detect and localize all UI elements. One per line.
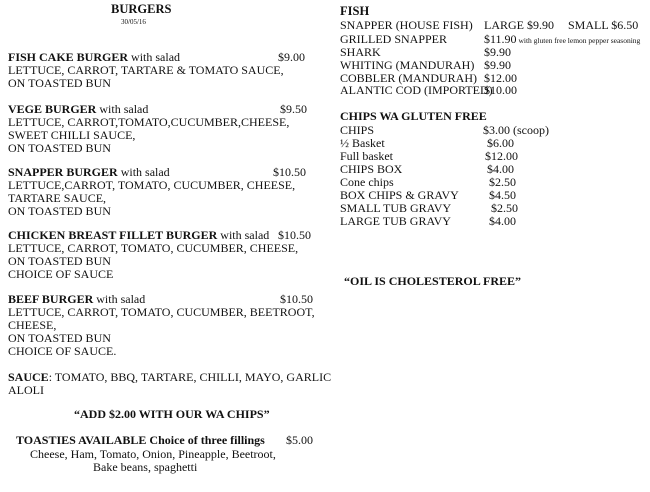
toasties-fillings-cont: Bake beans, spaghetti <box>93 460 198 474</box>
fish-price: $9.90 <box>484 45 511 59</box>
burger-desc-line: CHEESE, <box>8 318 57 332</box>
burger-desc-line: LETTUCE, CARROT, TOMATO, CUCUMBER, BEETROOT, <box>8 305 315 319</box>
chips-price: $3.00 (scoop) <box>483 123 549 137</box>
fish-price-small: SMALL $6.50 <box>568 18 639 32</box>
burger-note: with salad <box>96 102 149 116</box>
sauce-options <box>8 370 332 397</box>
chips-price: $12.00 <box>485 149 518 163</box>
sauce-list: : TOMATO, BBQ, TARTARE, CHILLI, MAYO, GARLIC <box>48 370 332 384</box>
chips-name: CHIPS <box>340 123 375 137</box>
chips-name: Cone chips <box>340 175 394 189</box>
burger-name: BEEF BURGER <box>8 292 94 306</box>
burgers-title: BURGERS <box>111 2 172 16</box>
burger-desc-line: CHOICE OF SAUCE <box>8 267 114 281</box>
fish-name: SHARK <box>340 45 381 59</box>
burger-desc-line: ON TOASTED BUN <box>8 331 111 345</box>
burger-item-snapper <box>8 166 308 218</box>
toasties-price: $5.00 <box>286 433 313 447</box>
burger-note: with salad <box>128 50 181 64</box>
burger-name: SNAPPER BURGER <box>8 165 118 179</box>
burger-price: $10.50 <box>280 292 313 306</box>
fish-name: COBBLER (MANDURAH) <box>340 71 478 85</box>
fish-price: $9.90 <box>484 58 511 72</box>
burger-desc-line: CHOICE OF SAUCE. <box>8 344 117 358</box>
burger-price: $9.50 <box>280 102 307 116</box>
burger-desc-line: LETTUCE, CARROT, TOMATO, CUCUMBER, CHEESE, <box>8 241 299 255</box>
burger-price: $9.00 <box>278 50 305 64</box>
chips-price: $2.50 <box>489 175 516 189</box>
chips-title: CHIPS WA GLUTEN FREE <box>340 109 487 123</box>
burger-desc-line: ON TOASTED BUN <box>8 76 111 90</box>
chips-name: BOX CHIPS & GRAVY <box>340 188 459 202</box>
chips-promo: “ADD $2.00 WITH OUR WA CHIPS” <box>74 407 270 421</box>
chips-name: ½ Basket <box>340 136 385 150</box>
burger-item-fish-cake <box>8 51 308 90</box>
burger-note: with salad <box>117 165 170 179</box>
oil-note: “OIL IS CHOLESTEROL FREE” <box>344 274 522 288</box>
fish-name: GRILLED SNAPPER <box>340 32 448 46</box>
fish-title: FISH <box>340 4 370 18</box>
fish-price: $12.00 <box>484 71 517 85</box>
chips-price: $4.00 <box>489 214 516 228</box>
burger-item-vege <box>8 103 308 155</box>
fish-note: with gluten free lemon pepper seasoning <box>516 36 641 45</box>
burger-name: VEGE BURGER <box>8 102 97 116</box>
chips-name: Full basket <box>340 149 393 163</box>
burger-note: with salad <box>217 228 270 242</box>
burger-desc-line: LETTUCE,CARROT, TOMATO, CUCUMBER, CHEESE, <box>8 178 296 192</box>
burger-desc-line: ON TOASTED BUN <box>8 254 111 268</box>
sauce-label: SAUCE <box>8 370 49 384</box>
chips-price: $4.50 <box>489 188 516 202</box>
fish-price: $10.00 <box>484 83 517 97</box>
burger-name: FISH CAKE BURGER <box>8 50 129 64</box>
burger-desc-line: LETTUCE, CARROT,TOMATO,CUCUMBER,CHEESE, <box>8 115 290 129</box>
burger-name: CHICKEN BREAST FILLET BURGER <box>8 228 218 242</box>
chips-price: $6.00 <box>487 136 514 150</box>
burger-price: $10.50 <box>278 228 311 242</box>
burger-note: with salad <box>93 292 146 306</box>
burger-desc-line: SWEET CHILLI SAUCE, <box>8 128 136 142</box>
burger-desc-line: ON TOASTED BUN <box>8 204 111 218</box>
burger-item-chicken <box>8 229 308 281</box>
burger-price: $10.50 <box>273 165 306 179</box>
burger-desc-line: TARTARE SAUCE, <box>8 191 107 205</box>
fish-price-value: $11.90 <box>484 32 517 46</box>
toasties-fillings: Cheese, Ham, Tomato, Onion, Pineapple, Beetroot, <box>30 447 276 461</box>
fish-name: WHITING (MANDURAH) <box>340 58 475 72</box>
chips-price: $4.00 <box>487 162 514 176</box>
fish-name: ALANTIC COD (IMPORTED) <box>340 83 493 97</box>
burger-desc-line: LETTUCE, CARROT, TARTARE & TOMATO SAUCE, <box>8 63 284 77</box>
chips-name: SMALL TUB GRAVY <box>340 201 452 215</box>
chips-price: $2.50 <box>491 201 518 215</box>
chips-name: CHIPS BOX <box>340 162 403 176</box>
menu-date: 30/05/16 <box>121 18 146 26</box>
sauce-list-cont: ALOLI <box>8 383 44 397</box>
toasties-title: TOASTIES AVAILABLE Choice of three fillings <box>16 433 265 447</box>
fish-price: LARGE $9.90 <box>484 18 554 32</box>
fish-name: SNAPPER (HOUSE FISH) <box>340 18 473 32</box>
chips-name: LARGE TUB GRAVY <box>340 214 451 228</box>
burger-desc-line: ON TOASTED BUN <box>8 141 111 155</box>
burger-item-beef <box>8 292 315 358</box>
